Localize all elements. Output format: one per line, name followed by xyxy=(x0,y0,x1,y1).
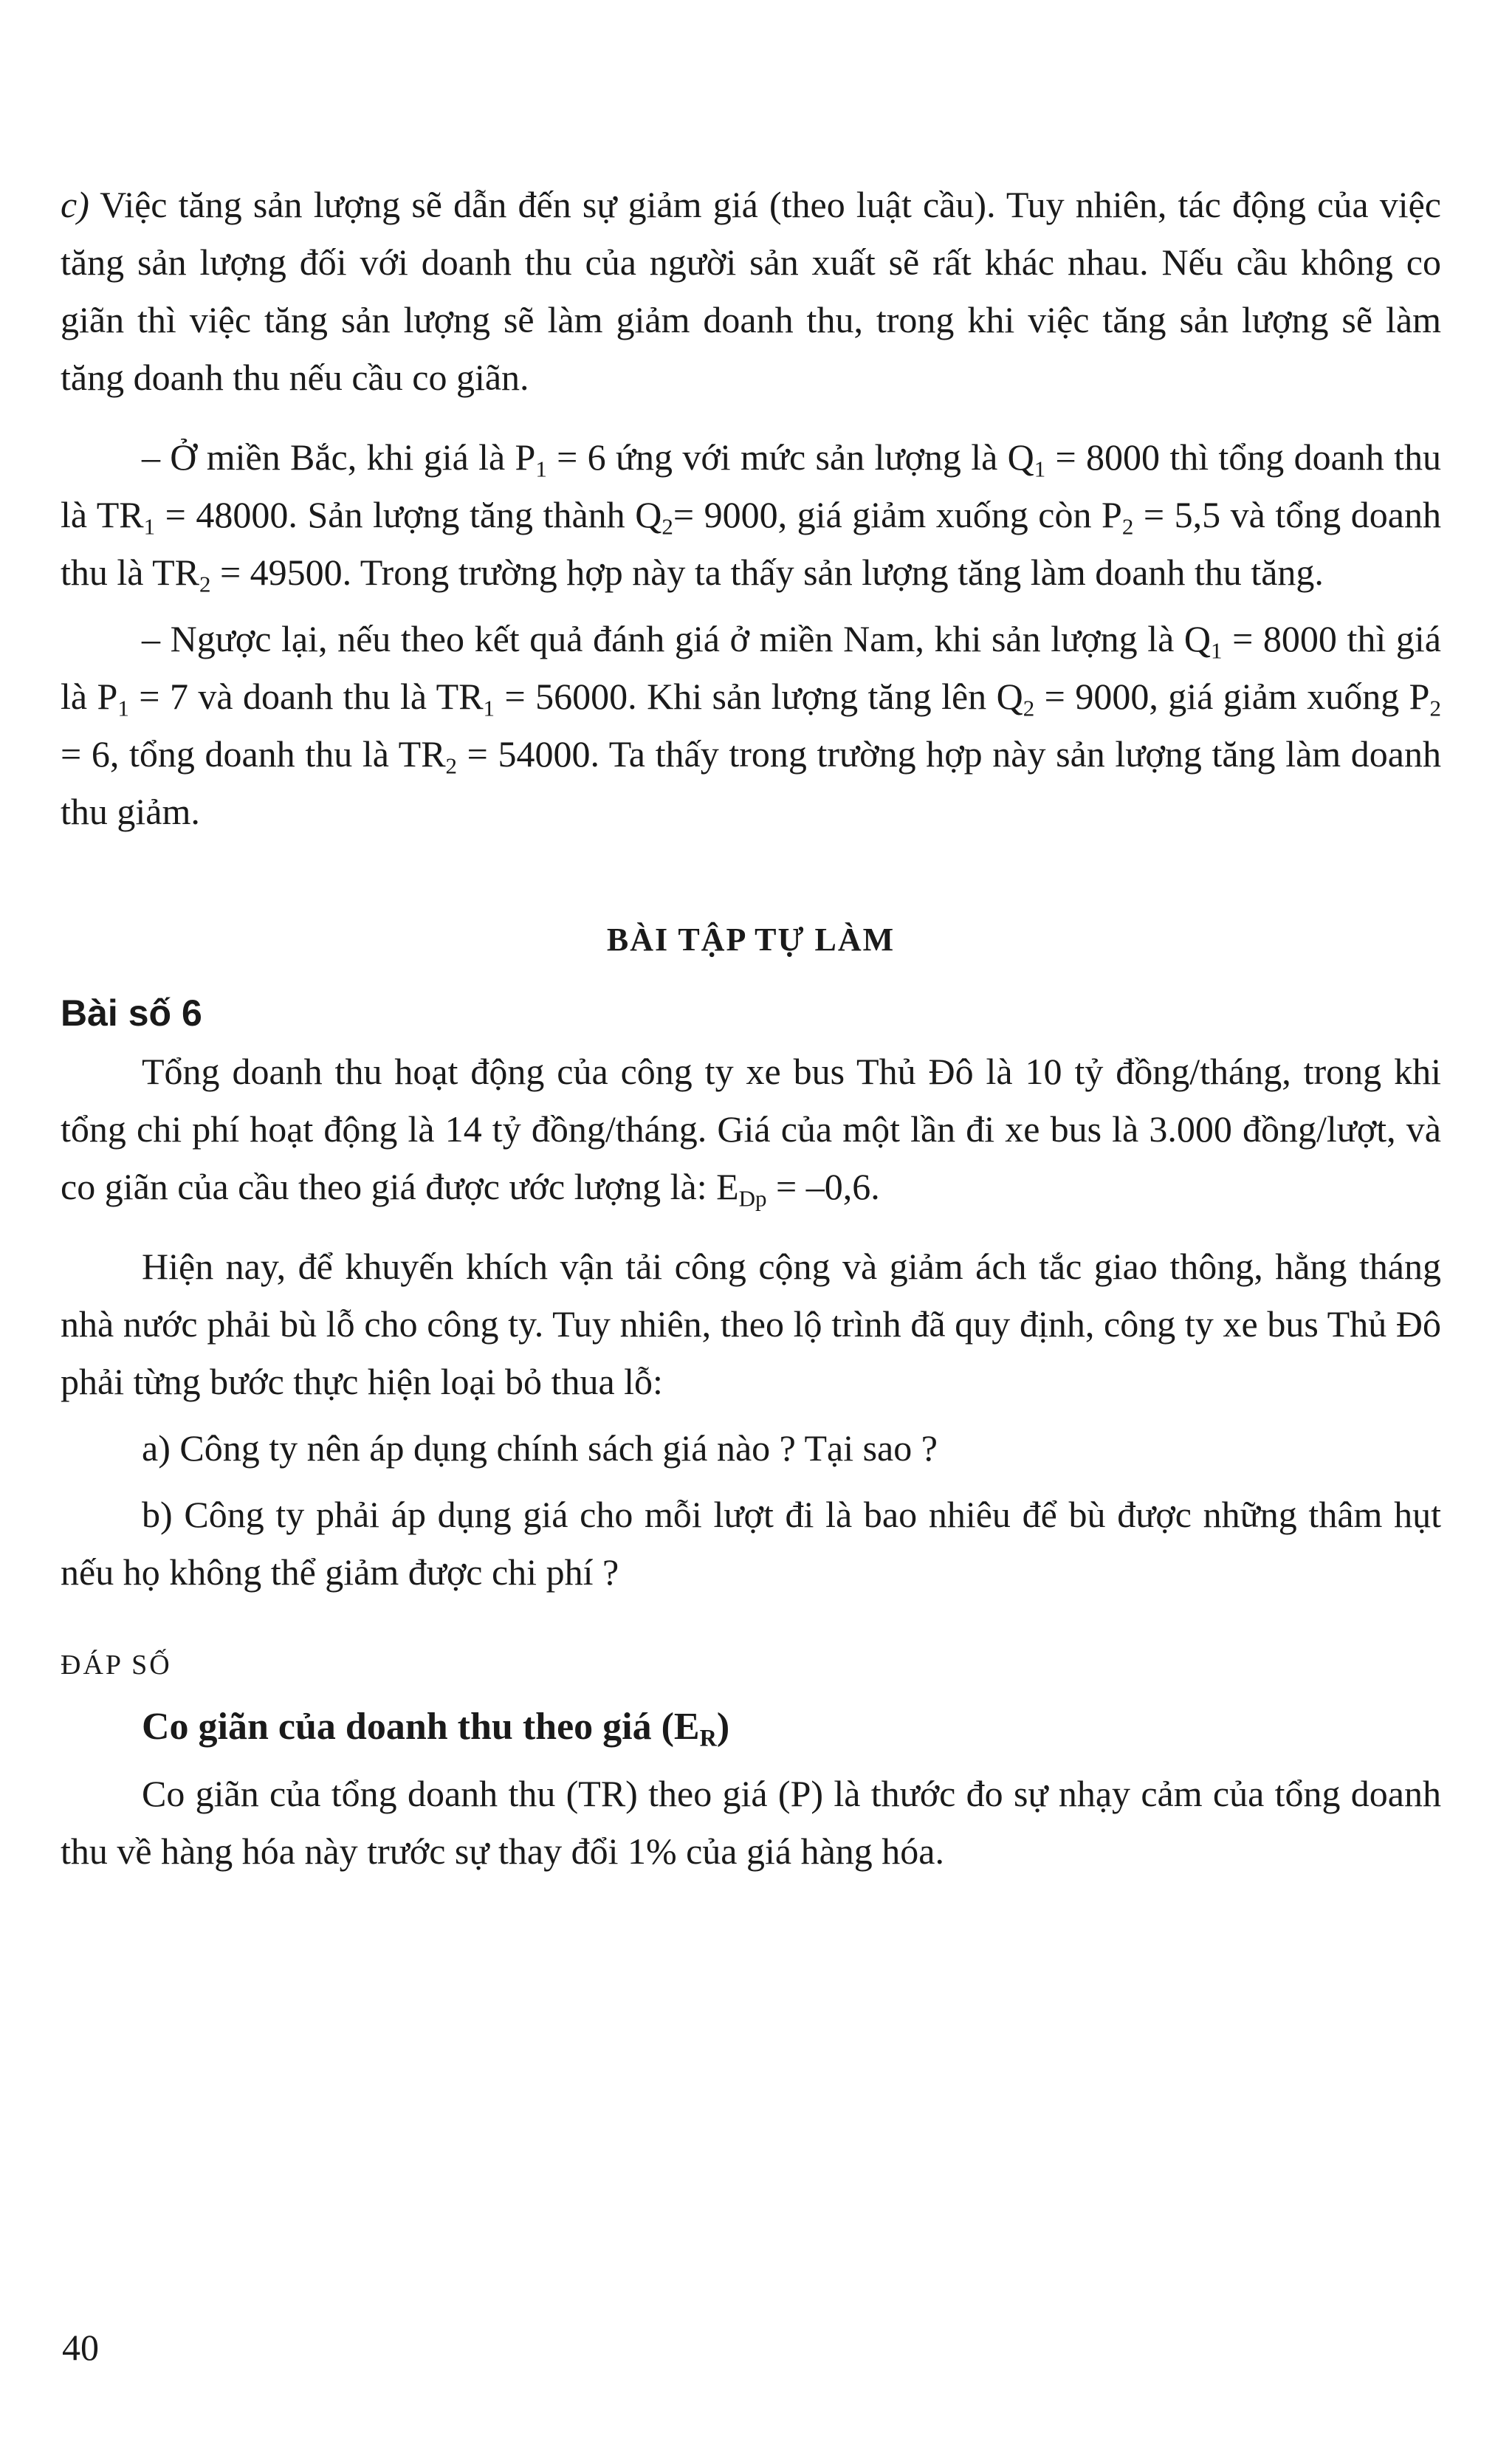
north-text: = 6 ứng với mức sản lượng là Q xyxy=(546,436,1034,478)
exercise-paragraph-1 xyxy=(61,1043,1441,1215)
exercise-title: Bài số 6 xyxy=(61,992,202,1034)
answer-heading-sub: R xyxy=(699,1724,717,1751)
south-text: = 6, tổng doanh thu là TR xyxy=(61,733,446,775)
south-text: = 56000. Khi sản lượng tăng lên Q xyxy=(495,676,1023,717)
north-text: = 8000 thì tổng doanh thu là TR xyxy=(61,436,1442,535)
elasticity-subscript: Dp xyxy=(738,1185,767,1212)
question-b: b) Công ty phải áp dụng giá cho mỗi lượt đi là bao nhiêu để bù được những thâm hụt nếu họ không thể giảm được chi phí ? xyxy=(61,1494,1441,1593)
north-text: = 9000, giá giảm xuống còn P xyxy=(673,494,1122,535)
question-a: a) Công ty nên áp dụng chính sách giá nào ? Tại sao ? xyxy=(142,1427,938,1469)
page-content xyxy=(61,176,1441,1880)
south-text: = 8000 thì giá là P xyxy=(61,618,1441,717)
answer-heading-text: Co giãn của doanh thu theo giá (E xyxy=(142,1706,700,1748)
answer-label: ĐÁP SỐ xyxy=(61,1650,172,1681)
south-sub: 1 xyxy=(1211,637,1223,664)
south-sub: 2 xyxy=(1023,695,1035,721)
north-sub: 2 xyxy=(199,571,211,597)
south-text: = 9000, giá giảm xuống P xyxy=(1034,676,1430,717)
north-text: – Ở miền Bắc, khi giá là P xyxy=(142,436,536,478)
south-sub: 2 xyxy=(1429,695,1441,721)
south-sub: 2 xyxy=(445,752,458,779)
north-sub: 1 xyxy=(143,513,156,540)
answer-heading-text: ) xyxy=(716,1706,730,1748)
section-title: BÀI TẬP TỰ LÀM xyxy=(606,922,896,958)
north-sub: 2 xyxy=(1121,513,1134,540)
south-text: = 7 và doanh thu là TR xyxy=(128,676,484,717)
exercise-text: = –0,6. xyxy=(766,1166,880,1207)
exercise-paragraph-2: Hiện nay, để khuyến khích vận tải công cộng và giảm ách tắc giao thông, hằng tháng nhà nước phải bù lỗ cho công ty. Tuy nhiên, theo lộ trình đã quy định, công ty xe bus Thủ Đô phải từng bước thực hiện loại bỏ thua lỗ: xyxy=(61,1246,1441,1402)
south-sub: 1 xyxy=(483,695,495,721)
paragraph-part-c xyxy=(61,176,1441,406)
north-sub: 1 xyxy=(535,456,547,482)
south-text: – Ngược lại, nếu theo kết quả đánh giá ở miền Nam, khi sản lượng là Q xyxy=(142,618,1212,659)
answer-heading xyxy=(61,1698,1441,1756)
exercise-text: Tổng doanh thu hoạt động của công ty xe bus Thủ Đô là 10 tỷ đồng/tháng, trong khi tổng chi phí hoạt động là 14 tỷ đồng/tháng. Giá của một lần đi xe bus là 3.000 đồng/lượt, và co giãn của cầu theo giá được ước lượng là: E xyxy=(61,1051,1441,1207)
north-sub: 2 xyxy=(662,513,673,540)
south-sub: 1 xyxy=(117,695,129,721)
north-text: = 49500. Trong trường hợp này ta thấy sản lượng tăng làm doanh thu tăng. xyxy=(210,552,1324,593)
north-text: = 5,5 và tổng doanh thu là TR xyxy=(61,494,1442,593)
south-text: = 54000. Ta thấy trong trường hợp này sản lượng tăng làm doanh thu giảm. xyxy=(61,733,1441,832)
paragraph-south xyxy=(61,610,1441,840)
part-c-label: c) xyxy=(61,184,89,225)
north-text: = 48000. Sản lượng tăng thành Q xyxy=(155,494,662,535)
part-c-text: Việc tăng sản lượng sẽ dẫn đến sự giảm giá (theo luật cầu). Tuy nhiên, tác động của việc tăng sản lượng đối với doanh thu của người sản xuất sẽ rất khác nhau. Nếu cầu không co giãn thì việc tăng sản lượng sẽ làm giảm doanh thu, trong khi việc tăng sản lượng sẽ làm tăng doanh thu nếu cầu co giãn. xyxy=(61,184,1441,398)
answer-body: Co giãn của tổng doanh thu (TR) theo giá (P) là thước đo sự nhạy cảm của tổng doanh thu về hàng hóa này trước sự thay đổi 1% của giá hàng hóa. xyxy=(61,1773,1441,1872)
paragraph-north xyxy=(61,428,1441,601)
page-number: 40 xyxy=(62,2327,99,2368)
north-sub: 1 xyxy=(1034,456,1046,482)
